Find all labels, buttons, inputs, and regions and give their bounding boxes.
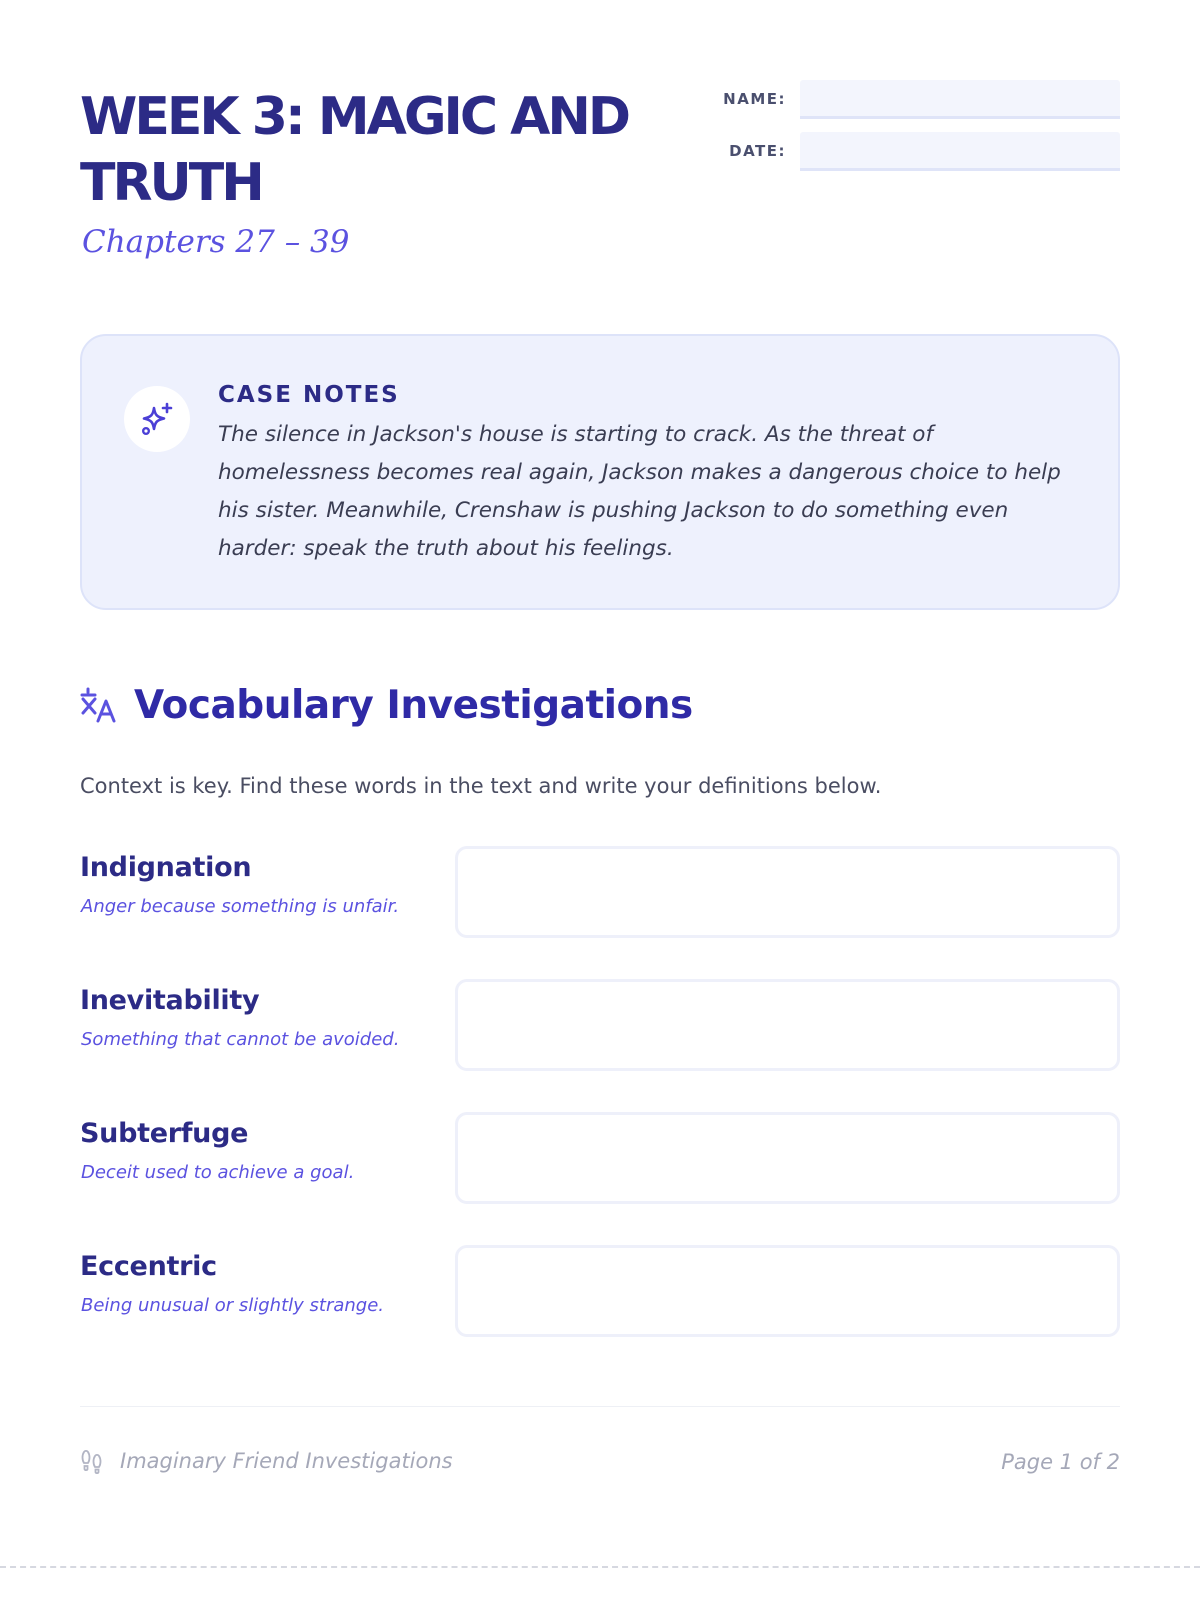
- footprints-icon: [80, 1448, 106, 1474]
- date-row: [700, 132, 1120, 172]
- definition-field[interactable]: [455, 1245, 1120, 1337]
- vocab-hint: Being unusual or slightly strange.: [81, 1295, 385, 1316]
- vocab-hint: Anger because something is unfair.: [81, 896, 400, 917]
- vocab-word: Inevitability: [80, 985, 260, 1016]
- vocab-word: Subterfuge: [80, 1118, 249, 1149]
- case-notes-body: The silence in Jackson's house is starting to crack. As the threat of homelessness becomes real again, Jackson makes a dangerous choice to help his sister. Meanwhile, Crenshaw is pushing Jackson to do something even harder: speak the truth about his feelings.: [218, 422, 1061, 561]
- vocabulary-instructions: Context is key. Find these words in the text and write your definitions below.: [80, 774, 882, 798]
- vocab-word: Eccentric: [80, 1251, 217, 1282]
- date-field[interactable]: [800, 132, 1120, 171]
- vocab-item: [80, 1245, 1120, 1337]
- footer-brand: [80, 1448, 453, 1474]
- case-notes-panel: [80, 334, 1120, 610]
- page-title: WEEK 3: MAGIC AND TRUTH: [80, 87, 629, 213]
- vocabulary-header: [80, 680, 693, 730]
- vocab-item: [80, 846, 1120, 938]
- vocab-hint: Deceit used to achieve a goal.: [81, 1162, 355, 1183]
- page-number: Page 1 of 2: [1001, 1450, 1120, 1474]
- page-break-line: [0, 1566, 1200, 1568]
- name-row: [700, 80, 1120, 120]
- name-label: NAME:: [723, 90, 786, 108]
- definition-field[interactable]: [455, 1112, 1120, 1204]
- definition-field[interactable]: [455, 846, 1120, 938]
- vocab-item: [80, 979, 1120, 1071]
- vocab-word: Indignation: [80, 852, 252, 883]
- footer-divider: [80, 1406, 1120, 1407]
- footer-brand-text: Imaginary Friend Investigations: [120, 1449, 453, 1473]
- vocab-item: [80, 1112, 1120, 1204]
- translate-icon: [80, 685, 120, 725]
- case-notes-title: CASE NOTES: [218, 382, 400, 408]
- chapters-subtitle: Chapters 27 – 39: [82, 224, 350, 260]
- name-field[interactable]: [800, 80, 1120, 119]
- vocab-hint: Something that cannot be avoided.: [81, 1029, 400, 1050]
- vocabulary-title: Vocabulary Investigations: [134, 682, 693, 728]
- sparkles-icon: [124, 386, 190, 452]
- date-label: DATE:: [729, 142, 786, 160]
- definition-field[interactable]: [455, 979, 1120, 1071]
